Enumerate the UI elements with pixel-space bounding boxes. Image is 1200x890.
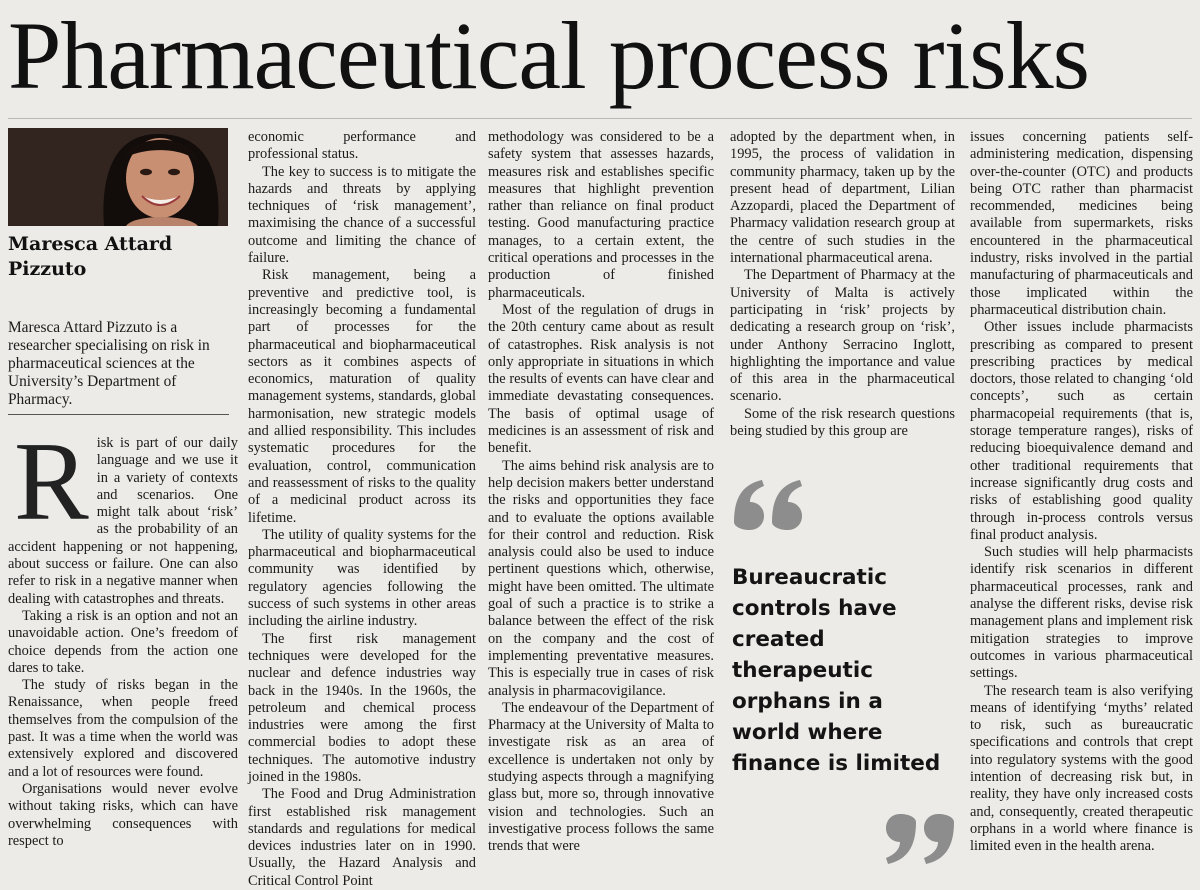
byline-line-1: Maresca Attard — [8, 233, 173, 255]
author-byline — [8, 232, 238, 282]
paragraph: Taking a risk is an option and not an unavoidable action. One’s freedom of choice depends from the action one dares to take. — [8, 607, 238, 676]
paragraph: adopted by the department when, in 1995, the process of validation in community pharmacy, taken up by the present head of department, Lilian Azzopardi, placed the Department of Pharmacy validation research group at the centre of such studies in the international pharmaceutical arena. — [730, 129, 955, 267]
paragraph: economic performance and professional status. — [248, 129, 476, 163]
paragraph: The utility of quality systems for the pharmaceutical and biopharmaceutical community was identified by regulatory agencies following the success of such systems in other areas including the airline industry. — [248, 526, 476, 630]
column-2 — [248, 129, 476, 890]
drop-cap: R — [14, 420, 89, 544]
paragraph: The Department of Pharmacy at the University of Malta is actively participating in ‘risk’ projects by dedicating a research group on ‘risk’, under Anthony Serracino Inglott, highlighting the importance and value of this area in the pharmaceutical scenario. — [730, 267, 955, 405]
paragraph: The research team is also verifying means of identifying ‘myths’ related to risk, such as bureaucratic specifications and controls that crept into regulatory systems with the good intention of decreasing risk but, in reality, they have only increased costs and, consequently, created therapeutic orphans in a world where finance is limited even in the health arena. — [970, 682, 1193, 855]
author-photo — [8, 128, 228, 226]
column-3 — [488, 129, 714, 855]
column-4 — [730, 129, 955, 440]
paragraph: The study of risks began in the Renaissance, when people freed themselves from the compulsion of the past. It was a time when the world was extensively explored and discovered and a lot of resources were found. — [8, 677, 238, 780]
paragraph — [8, 420, 238, 608]
paragraph: issues concerning patients self-administering medication, dispensing over-the-counter (OTC) and products being OTC rather than pharmacist recommended, medicines being available from supermarkets, risks encountered in the pharmaceutical industry, risks involved in the partial manufacturing of pharmaceuticals and those implicated within the pharmaceutical distribution chain. — [970, 129, 1193, 318]
paragraph: Such studies will help pharmacists identify risk scenarios in different pharmaceutical processes, rank and analyse the different risks, devise risk management plans and implement risk mitigation strategies to improve outcomes in various pharmaceutical settings. — [970, 544, 1193, 682]
byline-line-2: Pizzuto — [8, 258, 87, 280]
paragraph: methodology was considered to be a safety system that assesses hazards, measures risk and establishes specific measures that highlight prevention rather than reliance on final product testing. Good manufacturing practice manages, to a certain extent, the critical operations and processes in the production of finished pharmaceuticals. — [488, 129, 714, 301]
paragraph: The endeavour of the Department of Pharmacy at the University of Malta to investigate risk as an area of excellence is undertaken not only by studying aspects through a magnifying glass but, more so, through innovative vision and technologies. Such an investigative process follows the same trends that were — [488, 699, 714, 855]
paragraph: Some of the risk research questions being studied by this group are — [730, 405, 955, 440]
author-portrait-image — [8, 128, 228, 226]
paragraph: Risk management, being a preventive and predictive tool, is increasingly becoming a fundamental part of processes for the pharmaceutical and biopharmaceutical sectors as it combines aspects of economics, maturation of quality management systems, standards, global harmonisation, new strategic models and allied responsibility. This includes systematic procedures for the evaluation, control, communication and reassessment of risks to the quality of a medicinal product across its lifetime. — [248, 267, 476, 526]
paragraph: Most of the regulation of drugs in the 20th century came about as result of catastrophes. Risk analysis is not only appropriate in situations in which the results of events can have clear and immediate devastating consequences. The basis of optimal usage of medicines is an assessment of risk and benefit. — [488, 301, 714, 457]
bio-divider — [8, 414, 229, 415]
open-quote-icon — [730, 466, 810, 536]
close-quote-icon — [878, 808, 958, 878]
paragraph: The Food and Drug Administration first established risk management standards and regulations for medical devices industries later on in 1990. Usually, the Hazard Analysis and Critical Control Point — [248, 786, 476, 889]
paragraph: The aims behind risk analysis are to help decision makers better understand the risks and opportunities they face and to evaluate the options available for their control and reduction. Risk analysis could also be used to induce pertinent questions which, otherwise, might have been omitted. The ultimate goal of such a practice is to strike a balance between the effect of the risk on the company and the cost of implementing preventative measures. This is especially true in cases of risk analysis in pharmacovigilance. — [488, 457, 714, 699]
headline-rule — [8, 118, 1192, 119]
headline: Pharmaceutical process risks — [8, 2, 1089, 109]
paragraph-text: isk is part of our daily language and we use it in a variety of contexts and scenarios. One might talk about ‘risk’ as the probability of an accident happening or not happening, about success or failure. One can also refer to risk in a negative manner when dealing with catastrophes and threats. — [8, 435, 238, 607]
paragraph: The first risk management techniques were developed for the nuclear and defence industries way back in the 1940s. In the 1960s, the petroleum and chemical process industries were among the first commercial bodies to adopt these techniques. The automotive industry joined in the 1980s. — [248, 630, 476, 785]
pull-quote: Bureaucratic controls have created therapeutic orphans in a world where finance is limited — [732, 565, 941, 776]
paragraph: Organisations would never evolve without taking risks, which can have overwhelming consequences with respect to — [8, 780, 238, 849]
author-bio: Maresca Attard Pizzuto is a researcher specialising on risk in pharmaceutical sciences at the University’s Department of Pharmacy. — [8, 319, 210, 408]
column-1 — [8, 420, 238, 850]
column-5 — [970, 129, 1193, 855]
paragraph: Other issues include pharmacists prescribing as compared to present prescribing practices by medical doctors, those related to changing ‘old concepts’, such as certain pharmacopeial requirements (that is, storage temperature ranges), risks of reducing bioequivalence demand and other traditional requirements that increase significantly drug costs and risks of establishing good quality through in-process controls versus final product analysis. — [970, 319, 1193, 543]
paragraph: The key to success is to mitigate the hazards and threats by applying techniques of ‘risk management’, maximising the chance of a successful outcome and limiting the chance of failure. — [248, 163, 476, 267]
